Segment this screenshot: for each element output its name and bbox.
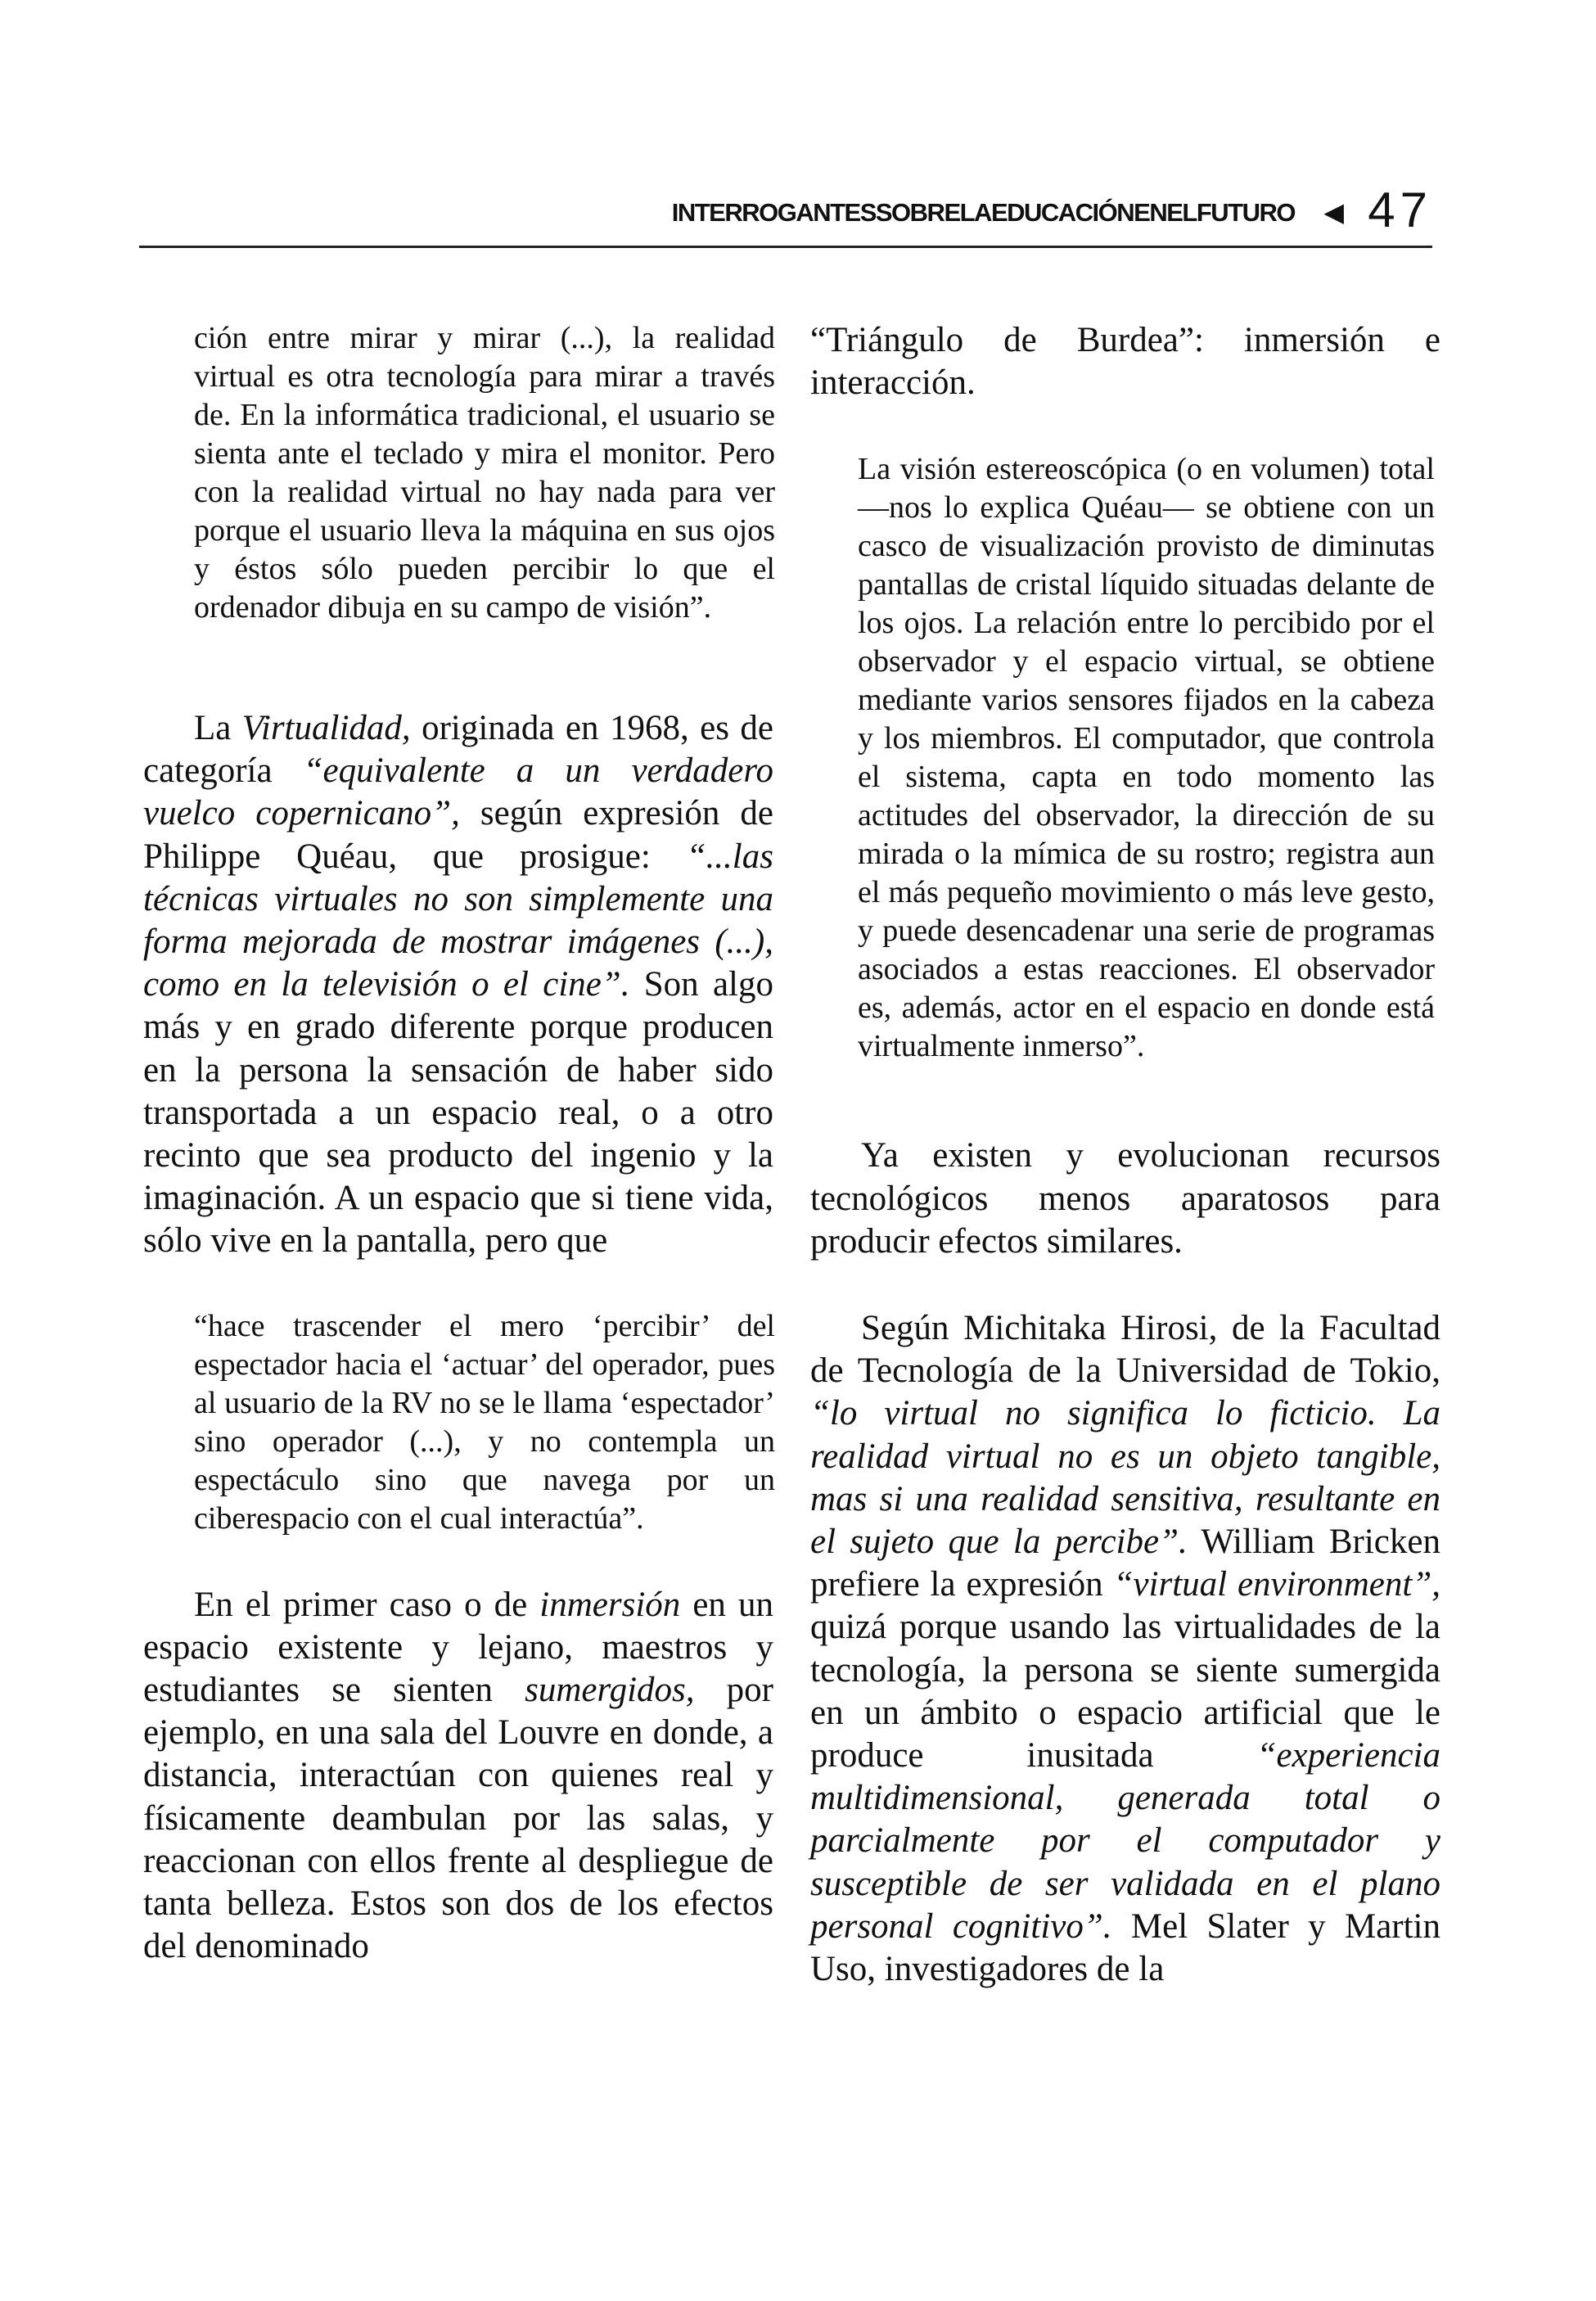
- text-run: Son algo más y en grado diferente porque producen en la persona la sensación de haber sido transportada a un espacio real, o a otro recinto que sea producto del ingenio y la imaginación. A un espacio que si tiene vida, sólo vive en la pantalla, pero que: [143, 965, 774, 1261]
- running-head-title: INTERROGANTESSOBRELAEDUCACIÓNENELFUTURO: [671, 198, 1295, 227]
- italic-run: “equivalente a un verdadero vuelco copernicano”,: [143, 751, 773, 833]
- text-run: Según Michitaka Hirosi, de la Facultad de Tecnología de la Universidad de Tokio,: [810, 1309, 1440, 1391]
- text-run: por ejemplo, en una sala del Louvre en donde, a distancia, interactúan con quienes real y físicamente deambulan por las salas, y reaccionan con ellos frente al despliegue de tanta belleza. Estos son dos de los efectos del denominado: [143, 1671, 773, 1966]
- italic-run: “virtual environment”,: [1113, 1565, 1440, 1604]
- header-rule: [139, 246, 1432, 248]
- left-triangle-icon: ◀: [1323, 196, 1344, 228]
- text-run: según expresión de Philippe Quéau, que prosigue:: [143, 794, 774, 876]
- running-head: [139, 182, 1432, 247]
- block-quote: “hace trascender el mero ‘percibir’ del espectador hacia el ‘actuar’ del operador, pues al usuario de la RV no se le llama ‘espectador’ sino operador (...), y no contempla un espectáculo sino que navega por un ciberespacio con el cual interactúa”.: [194, 1308, 775, 1536]
- text-run: quizá porque usando las virtualidades de la tecnología, la persona se siente sumergida en un ámbito o espacio artificial que le produce inusitada: [810, 1608, 1440, 1775]
- italic-run: “lo virtual no significa lo ficticio. La realidad virtual no es un objeto tangible, mas si una realidad sensitiva, resultante en el sujeto que la percibe”.: [810, 1394, 1440, 1562]
- paragraph: [143, 707, 773, 1263]
- paragraph: Ya existen y evolucionan recursos tecnológicos menos aparatosos para producir efectos similares.: [810, 1136, 1440, 1261]
- paragraph: [810, 1307, 1440, 1991]
- text-run: La: [194, 709, 242, 747]
- italic-run: “...las técnicas virtuales no son simplemente una forma mejorada de mostrar imágenes (...), como en la televisión o el cine”.: [143, 837, 773, 1004]
- right-column: [810, 319, 1440, 1991]
- text-run: William Bricken prefiere la expresión: [810, 1523, 1440, 1604]
- italic-run: inmersión: [539, 1585, 681, 1624]
- block-quote: La visión estereoscópica (o en volumen) total —nos lo explica Quéau— se obtiene con un casco de visualización provisto de diminutas pantallas de cristal líquido situadas delante de los ojos. La relación entre lo percibido por el observador y el espacio virtual, se obtiene mediante varios sensores fijados en la cabeza y los miembros. El computador, que controla el sistema, capta en todo momento las actitudes del observador, la dirección de su mirada o la mímica de su rostro; registra aun el más pequeño movimiento o más leve gesto, y puede desencadenar una serie de programas asociados a estas reacciones. El observador es, además, actor en el espacio en donde está virtualmente inmerso”.: [858, 452, 1435, 1064]
- italic-run: Virtualidad,: [241, 709, 411, 747]
- text-run: en un espacio existente y lejano, maestros y estudiantes se sienten: [143, 1585, 773, 1710]
- paragraph: “Triángulo de Burdea”: inmersión e interacción.: [810, 321, 1440, 403]
- left-column: [143, 319, 773, 1968]
- block-quote: ción entre mirar y mirar (...), la realidad virtual es otra tecnología para mirar a través de. En la informática tradicional, el usuario se sienta ante el teclado y mira el monitor. Pero con la realidad virtual no hay nada para ver porque el usuario lleva la máquina en sus ojos y éstos sólo pueden percibir lo que el ordenador dibuja en su campo de visión”.: [194, 321, 775, 625]
- italic-run: “experiencia multidimensional, generada total o parcialmente por el computador y susceptible de ser validada en el plano personal cognitivo”.: [810, 1736, 1440, 1946]
- text-run: En el primer caso o de: [194, 1585, 540, 1624]
- italic-run: sumergidos,: [525, 1671, 695, 1710]
- paragraph: [143, 1584, 773, 1969]
- page-number: 47: [1368, 183, 1432, 237]
- text-run: originada en 1968, es de categoría: [143, 709, 773, 791]
- text-run: Mel Slater y Martin Uso, investigadores de la: [810, 1906, 1440, 1989]
